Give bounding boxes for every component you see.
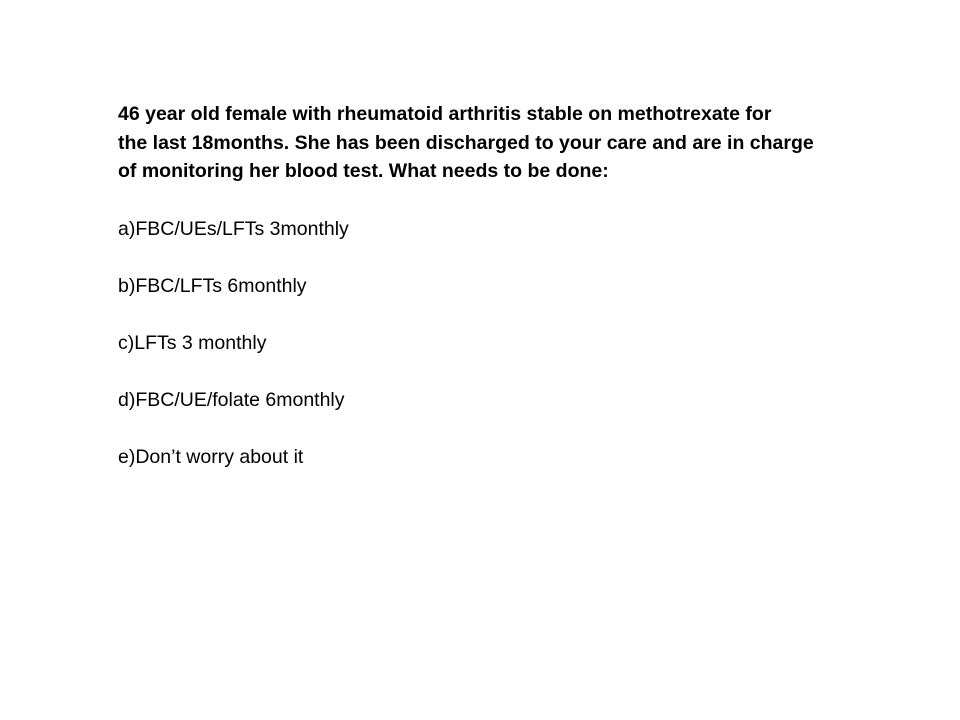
question-line: 46 year old female with rheumatoid arthritis stable on methotrexate for	[118, 103, 772, 125]
option-b: b)FBC/LFTs 6monthly	[118, 274, 307, 297]
question-line: the last 18months. She has been discharged to your care and are in charge	[118, 131, 814, 154]
question-line: of monitoring her blood test. What needs to be done:	[118, 160, 609, 182]
option-e: e)Don’t worry about it	[118, 445, 304, 468]
slide-content	[118, 100, 878, 471]
option-c: c)LFTs 3 monthly	[118, 331, 267, 354]
question-stem	[118, 100, 878, 186]
option-d: d)FBC/UE/folate 6monthly	[118, 388, 345, 411]
answer-options	[118, 215, 878, 471]
option-a: a)FBC/UEs/LFTs 3monthly	[118, 217, 349, 240]
